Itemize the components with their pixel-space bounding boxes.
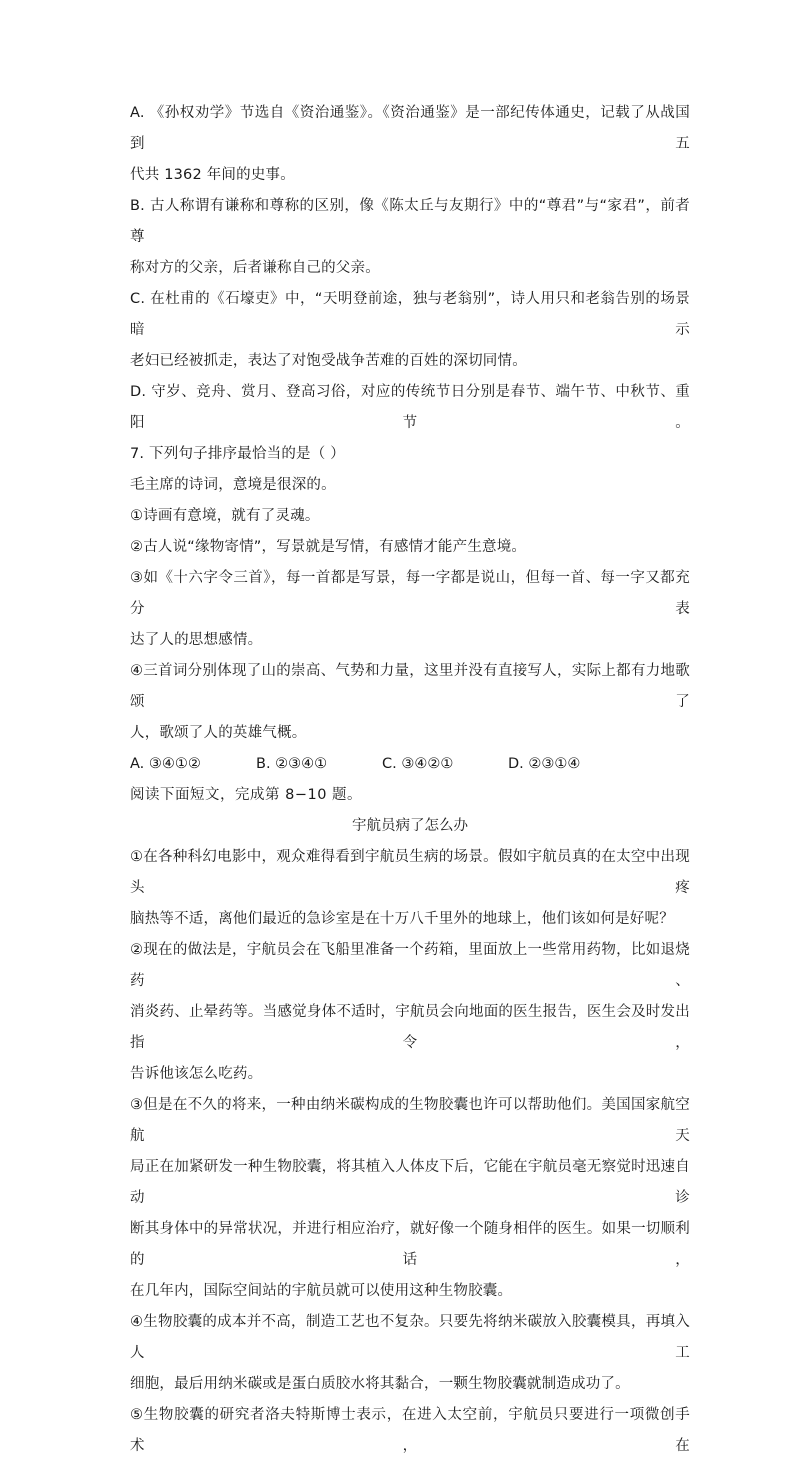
text-line: A. 《孙权劝学》节选自《资治通鉴》。《资治通鉴》是一部纪传体通史，记载了从战国到五 bbox=[130, 105, 690, 152]
option-a: A. ③④①② bbox=[130, 756, 201, 772]
text-line: 代共 1362 年间的史事。 bbox=[130, 167, 295, 183]
text-line: 老妇已经被抓走，表达了对饱受战争苦难的百姓的深切同情。 bbox=[130, 353, 527, 369]
text-line: 断其身体中的异常状况，并进行相应治疗，就好像一个随身相伴的医生。如果一切顺利的话， bbox=[130, 1221, 690, 1268]
text-line: C. 在杜甫的《石壕吏》中，“天明登前途，独与老翁别”，诗人用只和老翁告别的场景暗示 bbox=[130, 291, 690, 338]
text-line: ④生物胶囊的成本并不高，制造工艺也不复杂。只要先将纳米碳放入胶囊模具，再填入人工 bbox=[130, 1314, 690, 1361]
text-line: 毛主席的诗词，意境是很深的。 bbox=[130, 477, 336, 493]
text-line: D. 守岁、竞舟、赏月、登高习俗，对应的传统节日分别是春节、端午节、中秋节、重阳节。 bbox=[130, 384, 690, 431]
text-line: 细胞，最后用纳米碳或是蛋白质胶水将其黏合，一颗生物胶囊就制造成功了。 bbox=[130, 1376, 630, 1392]
text-line: ①诗画有意境，就有了灵魂。 bbox=[130, 508, 320, 524]
text-line: 消炎药、止晕药等。当感觉身体不适时，宇航员会向地面的医生报告，医生会及时发出指令， bbox=[130, 1004, 690, 1051]
text-line: 人，歌颂了人的英雄气概。 bbox=[130, 725, 307, 741]
text-line: 称对方的父亲，后者谦称自己的父亲。 bbox=[130, 260, 380, 276]
text-line: ②现在的做法是，宇航员会在飞船里准备一个药箱，里面放上一些常用药物，比如退烧药、 bbox=[130, 942, 690, 989]
option-d: D. ②③①④ bbox=[508, 756, 581, 772]
text-line: ②古人说“缘物寄情”，写景就是写情，有感情才能产生意境。 bbox=[130, 539, 527, 555]
option-c: C. ③④②① bbox=[382, 756, 454, 772]
text-line: 脑热等不适，离他们最近的急诊室是在十万八千里外的地球上，他们该如何是好呢？ bbox=[130, 911, 674, 927]
article-body bbox=[130, 842, 690, 1462]
text-line: 在几年内，国际空间站的宇航员就可以使用这种生物胶囊。 bbox=[130, 1283, 513, 1299]
text-line: ④三首词分别体现了山的崇高、气势和力量，这里并没有直接写人，实际上都有力地歌颂了 bbox=[130, 663, 690, 710]
text-line: ③但是在不久的将来，一种由纳米碳构成的生物胶囊也许可以帮助他们。美国国家航空航天 bbox=[130, 1097, 690, 1144]
text-line: 告诉他该怎么吃药。 bbox=[130, 1066, 263, 1082]
text-line: ⑤生物胶囊的研究者洛夫特斯博士表示，在进入太空前，宇航员只要进行一项微创手术，在 bbox=[130, 1407, 690, 1454]
question-7-options bbox=[130, 749, 690, 780]
text-line: 局正在加紧研发一种生物胶囊，将其植入人体皮下后，它能在宇航员毫无察觉时迅速自动诊 bbox=[130, 1159, 690, 1206]
text-line: 达了人的思想感情。 bbox=[130, 632, 263, 648]
text-line: ①在各种科幻电影中，观众难得看到宇航员生病的场景。假如宇航员真的在太空中出现头疼 bbox=[130, 849, 690, 896]
text-line: ③如《十六字令三首》，每一首都是写景，每一字都是说山，但每一首、每一字又都充分表 bbox=[130, 570, 690, 617]
reading-intro: 阅读下面短文，完成第 8−10 题。 bbox=[130, 787, 363, 803]
question-6-and-7-block bbox=[130, 98, 690, 749]
text-line: 7. 下列句子排序最恰当的是（ ） bbox=[130, 446, 345, 462]
option-b: B. ②③④① bbox=[256, 756, 328, 772]
article-title: 宇航员病了怎么办 bbox=[352, 818, 468, 834]
text-line: B. 古人称谓有谦称和尊称的区别，像《陈太丘与友期行》中的“尊君”与“家君”，前者尊 bbox=[130, 198, 690, 245]
page-content bbox=[130, 98, 690, 1462]
